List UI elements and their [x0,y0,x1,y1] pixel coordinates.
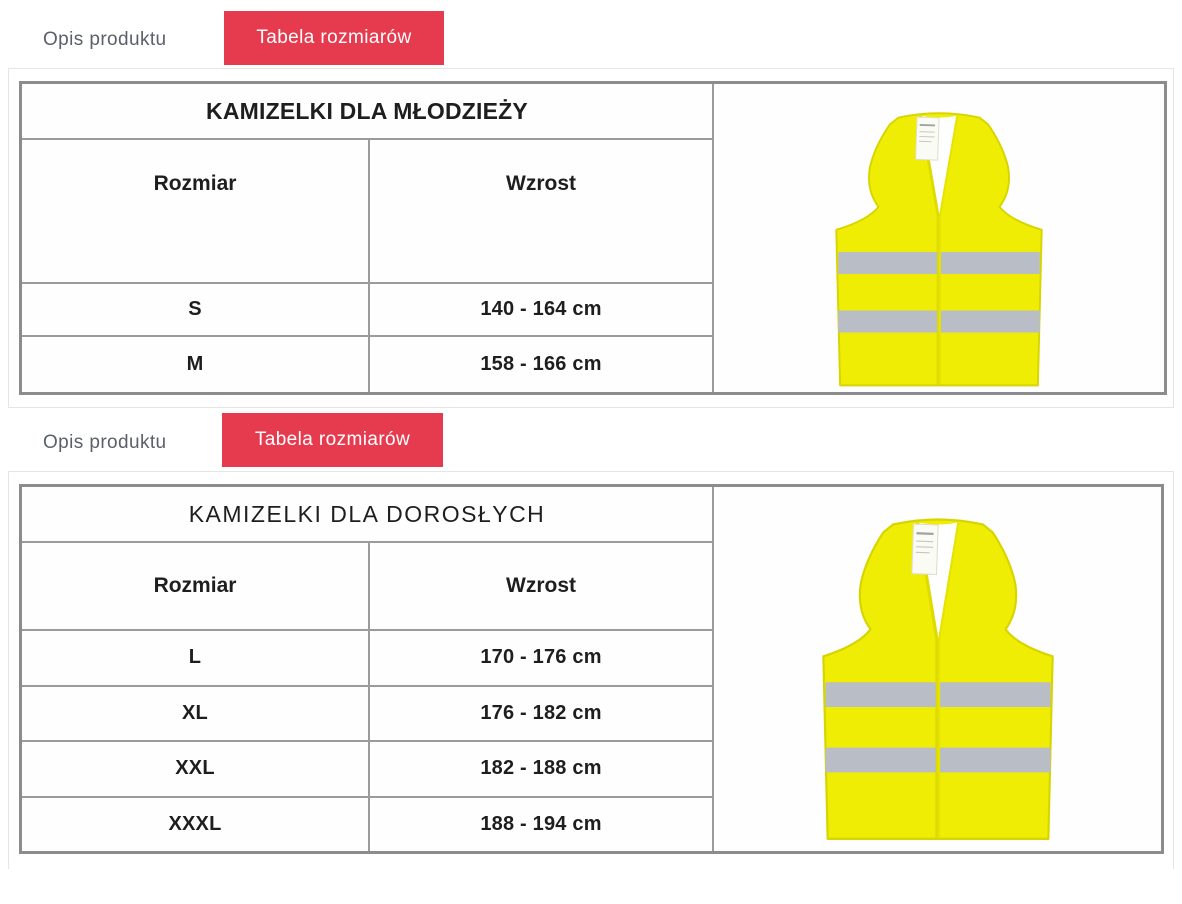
tab-tabela-rozmiarow[interactable]: Tabela rozmiarów [224,11,444,65]
height-range-value: 158 - 166 cm [480,353,602,375]
size-value: M [22,337,370,392]
table-header-row [22,543,712,631]
table-row [22,284,712,337]
height-range-value: 170 - 176 cm [480,646,602,669]
vest-image-cell [714,84,1164,392]
vest-neck-label [911,524,937,574]
safety-vest-image [804,106,1074,394]
column-header-wzrost: Wzrost [506,172,576,195]
table-title-adult: KAMIZELKI DLA DOROSŁYCH [22,487,712,543]
size-value: S [22,284,370,335]
height-range-value: 188 - 194 cm [480,812,602,835]
size-value: XL [22,687,370,741]
tab-opis-produktu[interactable]: Opis produktu [43,432,167,453]
size-table-adult [19,484,1164,854]
table-title-youth: KAMIZELKI DLA MŁODZIEŻY [22,84,712,140]
table-header-row [22,140,712,284]
size-value: XXL [22,742,370,796]
size-table-adult-grid [22,487,714,851]
height-range-value: 176 - 182 cm [480,701,602,724]
size-panel-youth [8,68,1174,408]
tab-opis-produktu[interactable]: Opis produktu [43,29,167,50]
column-header-wzrost: Wzrost [506,574,576,597]
table-row [22,742,712,798]
size-table-youth-grid [22,84,714,392]
size-value: L [22,631,370,685]
table-row [22,631,712,687]
size-value: XXXL [22,798,370,852]
size-panel-adult [8,471,1174,869]
vest-neck-label [916,117,940,160]
table-row [22,337,712,392]
tab-tabela-rozmiarow[interactable]: Tabela rozmiarów [222,413,443,467]
height-range-value: 182 - 188 cm [480,757,602,780]
column-header-rozmiar: Rozmiar [22,543,370,629]
size-table-youth [19,81,1167,395]
column-header-rozmiar: Rozmiar [22,140,370,282]
table-row [22,798,712,852]
table-row [22,687,712,743]
vest-image-cell [714,487,1161,851]
safety-vest-image [788,511,1088,849]
height-range-value: 140 - 164 cm [480,298,602,320]
